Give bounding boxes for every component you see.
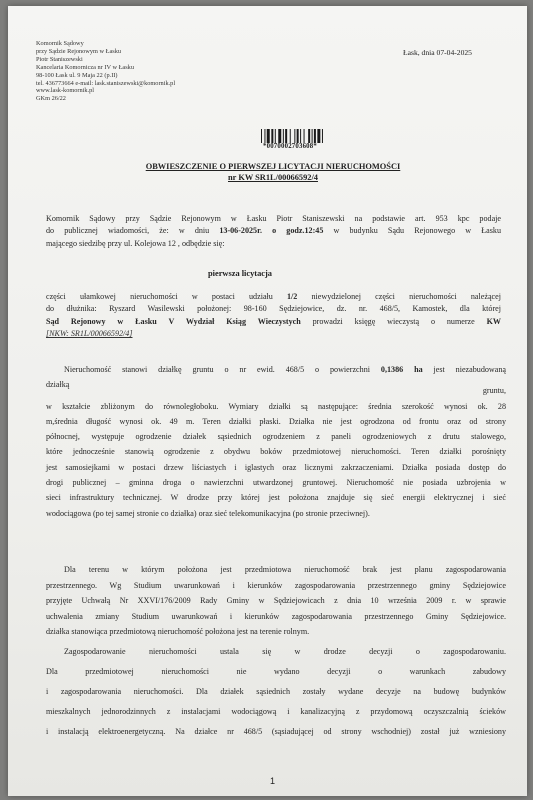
- barcode-bar: [275, 129, 276, 143]
- title-line-1: OBWIESZCZENIE O PIERWSZEJ LICYTACJI NIERUCHOMOŚCI: [145, 162, 401, 171]
- text-line: [46, 362, 506, 377]
- sender-line: przy Sądzie Rejonowym w Łasku: [36, 47, 121, 55]
- sender-line: 98-100 Łask ul. 9 Maja 22 (p.II): [36, 71, 118, 79]
- text-line: Dla terenu w którym położona jest przedmiotowa nieruchomość brak jest planu zagospodarowania: [64, 565, 506, 574]
- text-line: północnej, występuje ogrodzenie działek sąsiednich ogrodzeniem z paneli ogrodzeniowych z drutu stalowego,: [46, 432, 506, 442]
- text-line: uchwalenia zmiany Studium uwarunkowań i kierunków zagospodarowania przestrzennego Gminy Sędziejowice.: [46, 611, 506, 621]
- place-date: Łask, dnia 07-04-2025: [403, 48, 472, 57]
- sender-line: Piotr Staniszewski: [36, 55, 83, 63]
- text-line: które jednocześnie stanowią ogrodzenie z obydwu boków przedmiotowej nieruchomości. Teren działki porośnięty: [46, 447, 506, 457]
- area-value: 0,1386 ha: [380, 365, 423, 374]
- text-run: prowadzi księgę wieczystą o numerze: [300, 316, 487, 326]
- text-run: w budynku Sądu Rejonowego w Łasku: [323, 226, 502, 236]
- text-line: drogi publicznej – gminna droga o nawierzchni utwardzonej gruntowej. Nieruchomość nie posiada uzbrojenia w: [46, 478, 506, 488]
- description-paragraph: [46, 362, 506, 521]
- barcode-bars: [261, 129, 353, 143]
- text-line: wodociągowa (po tej samej stronie co działka) oraz sieć telekomunikacyjna (po stronie przeciwnej).: [46, 508, 370, 518]
- text-line: [46, 377, 506, 396]
- barcode-bar: [304, 129, 305, 143]
- barcode-bar: [308, 129, 310, 143]
- plan-paragraph: [46, 562, 506, 640]
- text-run: niewydzielonej części nieruchomości należącej: [297, 292, 501, 301]
- text-line: przestrzennego. Wg Studium uwarunkowań i kierunków zagospodarowania przestrzennego gminy Sędziejowice: [46, 580, 506, 590]
- sender-line: www.lask-komornik.pl: [36, 87, 95, 95]
- sender-block: [36, 40, 175, 103]
- zoning-paragraph: [46, 642, 506, 742]
- sender-line: Kancelaria Komornicza nr IV w Łasku: [36, 63, 134, 71]
- barcode-bar: [290, 129, 291, 143]
- barcode-bar: [271, 129, 273, 143]
- barcode-bar: [261, 129, 262, 143]
- share-fraction: 1/2: [287, 292, 298, 301]
- text-line: Dla przedmiotowej nieruchomości nie wydano decyzji o warunkach zabudowy: [46, 667, 506, 676]
- text-line: do dłużnika: Ryszard Wasilewski położonej: 98-160 Sędziejowice, dz. nr. 468/5, Kamostek, dla której: [46, 304, 501, 314]
- text-line: mieszkalnych jednorodzinnych z instalacjami wodociągową i kanalizacyjną z przydomową oczyszczalnią ścieków: [46, 707, 506, 716]
- barcode-bar: [267, 129, 270, 143]
- barcode-bar: [294, 129, 295, 143]
- barcode-bar: [297, 129, 299, 143]
- text-run: gruntu,: [482, 386, 506, 396]
- auction-date: 13-06-2025r. o godz.12:45: [219, 226, 324, 236]
- text-line: Zagospodarowanie nieruchomości ustala się w drodze decyzji o zagospodarowaniu.: [64, 647, 506, 656]
- text-run: Nieruchomość stanowi działkę gruntu o nr ewid. 468/5 o powierzchni: [64, 365, 381, 374]
- kw-label: KW: [486, 316, 502, 326]
- text-line: jest samosiejkami w postaci drzew liściastych i iglastych oraz licznymi zakrzaczeniami. Działka posiada dostęp do: [46, 462, 506, 472]
- document-title: [98, 161, 448, 183]
- text-run: do publicznej wiadomości, że: w dniu: [46, 226, 220, 236]
- auction-heading: pierwsza licytacja: [208, 269, 272, 278]
- text-line: Komornik Sądowy przy Sądzie Rejonowym w Łasku Piotr Staniszewski na podstawie art. 953 kpc podaje: [46, 214, 501, 223]
- barcode-bar: [278, 129, 281, 143]
- title-line-2: nr KW SR1L/00066592/4: [228, 173, 318, 182]
- barcode-number: *0070002703608*: [263, 143, 317, 150]
- text-run: części ułamkowej nieruchomości w postaci udziału: [46, 292, 287, 301]
- land-register-number: [NKW: SR1L/00066592/4]: [46, 328, 133, 338]
- text-line: [46, 225, 501, 237]
- text-line: przyjęte Uchwałą Nr XXVI/176/2009 Rady Gminy w Sędziejowicach z dnia 10 września 2009 r. w sprawie: [46, 596, 506, 605]
- part-paragraph: [46, 291, 501, 340]
- text-line: w kształcie zbliżonym do równoległoboku. Wymiary działki są następujące: średnia szerokość wynosi ok. 28: [46, 401, 506, 411]
- text-line: mającego siedzibę przy ul. Kolejowa 12 , odbędzie się:: [46, 238, 225, 248]
- intro-paragraph: [46, 213, 501, 250]
- text-line: i instalacją elektroenergetyczną. Na działce nr 468/5 (sąsiadującej od strony wschodniej) został już wzniesiony: [46, 727, 506, 736]
- court-name: Sąd Rejonowy w Łasku V Wydział Ksiąg Wieczystych: [46, 316, 301, 326]
- barcode-bar: [317, 129, 320, 143]
- text-line: [46, 291, 501, 303]
- sender-line: GKm 26/22: [36, 95, 66, 103]
- barcode-bar: [300, 129, 301, 143]
- sender-line: tel. 436773664 e-mail: lask.staniszewski@komornik.pl: [36, 79, 176, 87]
- text-line: m,średnia długość wynosi ok. 49 m. Teren działki płaski. Działka nie jest ogrodzona od frontu oraz od strony: [46, 416, 506, 426]
- text-run: jest niezabudowaną: [422, 365, 506, 374]
- barcode-bar: [322, 129, 323, 143]
- barcode-bar: [264, 129, 265, 143]
- barcode-bar: [285, 129, 287, 143]
- page-number: 1: [270, 776, 276, 786]
- text-line: działka stanowiąca przedmiotową nieruchomość położona jest na terenie rolnym.: [46, 627, 310, 636]
- sender-line: Komornik Sądowy: [36, 40, 84, 47]
- barcode-bar: [314, 129, 316, 143]
- text-line: i zagospodarowania nieruchomości. Dla działek sąsiednich zostały wydane decyzje na budowę budynków: [46, 687, 506, 696]
- text-line: sieci infrastruktury technicznej. W drodze przy której jest położona znajduje się sieć energii elektrycznej i sieć: [46, 493, 506, 503]
- barcode-bar: [312, 129, 313, 143]
- document-page: [8, 6, 527, 796]
- barcode-bar: [283, 129, 284, 143]
- text-line: [46, 316, 501, 328]
- text-run: działką: [46, 380, 70, 390]
